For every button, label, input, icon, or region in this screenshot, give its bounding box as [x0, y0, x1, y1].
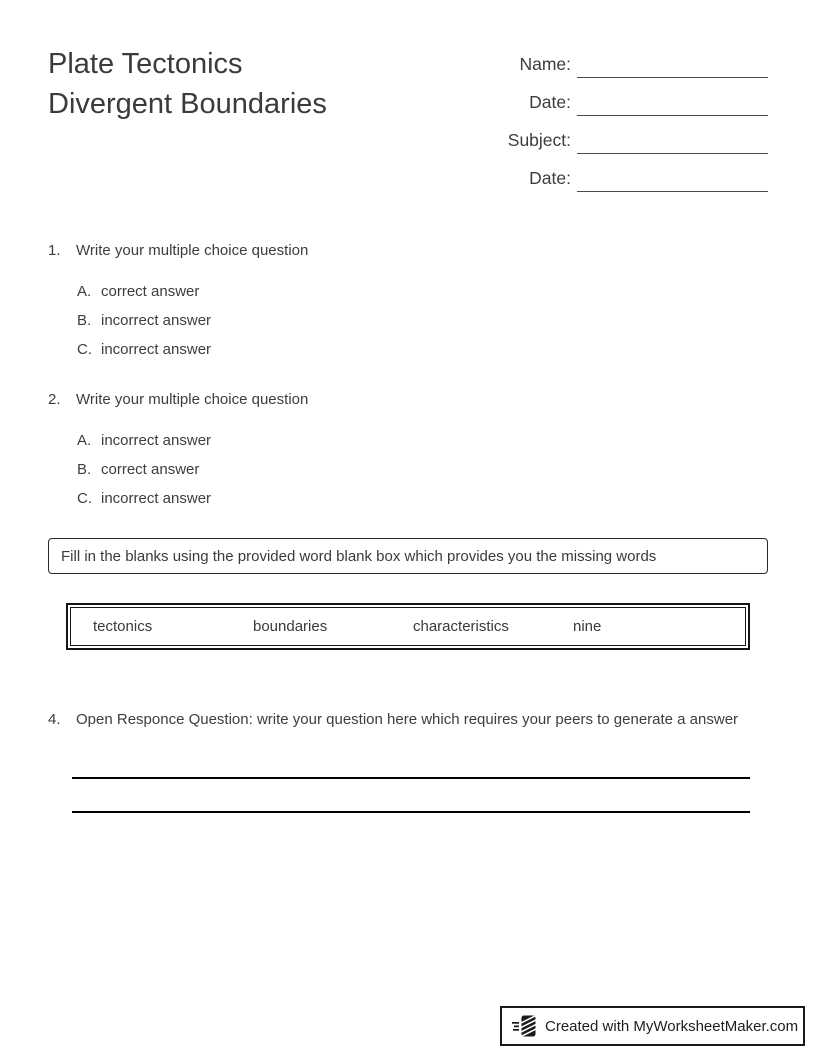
question-2-option-b	[77, 460, 768, 480]
question-1-number: 1.	[48, 242, 61, 259]
header	[0, 0, 816, 192]
question-2	[48, 390, 768, 509]
page-title	[48, 44, 327, 192]
option-text: incorrect answer	[101, 312, 212, 329]
date-field-input[interactable]	[577, 86, 768, 116]
option-text: incorrect answer	[101, 432, 212, 449]
word-bank-word: characteristics	[413, 618, 509, 635]
title-line-1: Plate Tectonics	[48, 48, 243, 80]
name-field-row	[479, 40, 768, 78]
question-1-option-b	[77, 311, 768, 331]
question-1-options	[77, 282, 768, 360]
question-2-number: 2.	[48, 391, 61, 408]
question-4-prompt	[48, 710, 768, 730]
subject-field-input[interactable]	[577, 124, 768, 154]
question-4-number: 4.	[48, 711, 61, 728]
question-1	[48, 241, 768, 360]
option-text: incorrect answer	[101, 490, 212, 507]
question-1-option-a	[77, 282, 768, 302]
option-letter: C.	[77, 341, 92, 358]
header-fields	[479, 40, 768, 192]
worksheet-body	[0, 241, 816, 813]
option-letter: B.	[77, 312, 92, 329]
option-text: incorrect answer	[101, 341, 212, 358]
date2-field-row	[479, 154, 768, 192]
option-letter: A.	[77, 283, 92, 300]
date2-field-label: Date:	[529, 168, 571, 188]
fill-in-blanks-instruction-box	[48, 538, 768, 574]
answer-line-1[interactable]	[72, 777, 750, 779]
question-2-text: Write your multiple choice question	[76, 391, 309, 408]
question-1-text: Write your multiple choice question	[76, 242, 309, 259]
name-field-input[interactable]	[577, 48, 768, 78]
question-1-option-c	[77, 340, 768, 360]
word-bank-inner	[70, 607, 746, 646]
date2-field-input[interactable]	[577, 162, 768, 192]
name-field-label: Name:	[519, 54, 571, 74]
word-bank-word: boundaries	[253, 618, 328, 635]
date-field-row	[479, 78, 768, 116]
title-line-2: Divergent Boundaries	[48, 88, 327, 120]
footer-credit-badge	[500, 1006, 805, 1046]
question-2-options	[77, 431, 768, 509]
worksheet-maker-logo-icon	[512, 1013, 538, 1039]
option-letter: B.	[77, 461, 92, 478]
subject-field-row	[479, 116, 768, 154]
question-1-prompt	[48, 241, 768, 261]
question-2-prompt	[48, 390, 768, 410]
question-4	[48, 710, 768, 813]
question-2-option-a	[77, 431, 768, 451]
subject-field-label: Subject:	[507, 130, 571, 150]
answer-line-2[interactable]	[72, 811, 750, 813]
fill-in-blanks-instruction-text: Fill in the blanks using the provided word blank box which provides you the missing words	[61, 547, 657, 565]
question-4-text: Open Responce Question: write your question here which requires your peers to generate a answer	[76, 711, 739, 728]
word-bank-word: tectonics	[93, 618, 153, 635]
footer-credit-text: Created with MyWorksheetMaker.com	[545, 1017, 799, 1035]
option-letter: A.	[77, 432, 92, 449]
question-4-answer-area	[72, 777, 750, 813]
option-text: correct answer	[101, 461, 200, 478]
word-bank-word: nine	[573, 618, 602, 635]
date-field-label: Date:	[529, 92, 571, 112]
question-2-option-c	[77, 489, 768, 509]
option-text: correct answer	[101, 283, 200, 300]
option-letter: C.	[77, 490, 92, 507]
word-bank-box	[66, 603, 750, 650]
